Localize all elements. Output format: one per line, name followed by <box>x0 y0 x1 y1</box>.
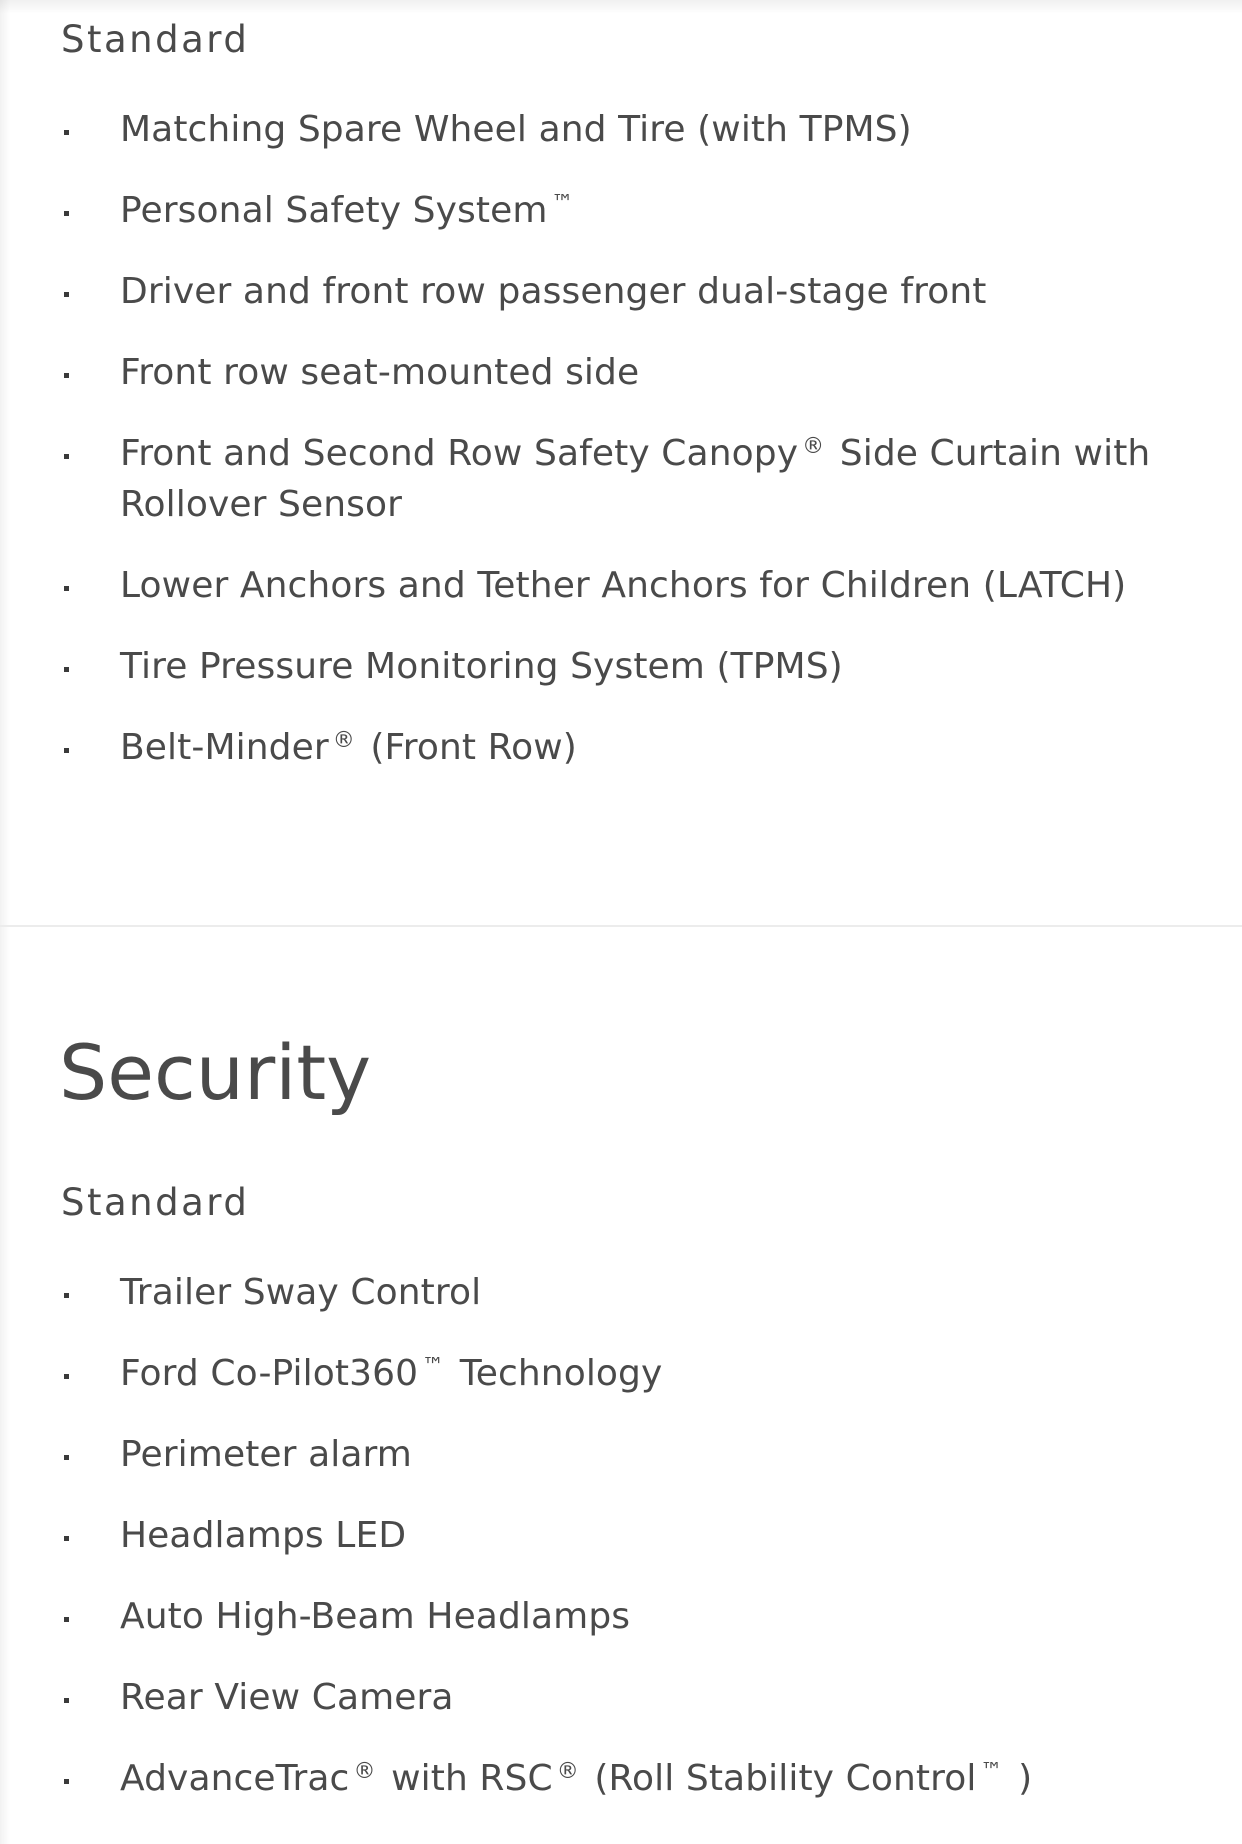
feature-text: Trailer Sway Control <box>120 1272 482 1313</box>
bullet-icon <box>64 373 69 378</box>
bullet-icon <box>64 1779 69 1784</box>
bullet-icon <box>64 454 69 459</box>
feature-text: Rear View Camera <box>120 1677 454 1718</box>
registered-mark: ® <box>353 1759 376 1784</box>
security-standard-subheading: Standard <box>61 1181 250 1224</box>
feature-text: Headlamps LED <box>120 1515 407 1556</box>
feature-text: Front row seat-mounted side <box>120 352 640 393</box>
feature-text: Personal Safety System ™ <box>120 190 574 231</box>
feature-text: AdvanceTrac ® with RSC ® (Roll Stability Control ™ ) <box>120 1758 1033 1799</box>
security-section <box>0 927 1242 1844</box>
bullet-icon <box>64 1617 69 1622</box>
registered-mark: ® <box>802 434 825 459</box>
bullet-icon <box>64 667 69 672</box>
bullet-icon <box>64 1293 69 1298</box>
feature-text: Auto High-Beam Headlamps <box>120 1596 631 1637</box>
bullet-icon <box>64 748 69 753</box>
bullet-icon <box>64 1698 69 1703</box>
trademark-mark: ™ <box>980 1759 1003 1784</box>
bullet-icon <box>64 1536 69 1541</box>
feature-text: Matching Spare Wheel and Tire (with TPMS) <box>120 109 912 150</box>
feature-text: Perimeter alarm <box>120 1434 412 1475</box>
feature-text: Lower Anchors and Tether Anchors for Children (LATCH) <box>120 565 1127 606</box>
bullet-icon <box>64 130 69 135</box>
security-title: Security <box>59 1028 372 1117</box>
feature-text: Tire Pressure Monitoring System (TPMS) <box>120 646 843 687</box>
feature-text: Driver and front row passenger dual-stage front <box>120 271 987 312</box>
bullet-icon <box>64 1374 69 1379</box>
registered-mark: ® <box>332 728 355 753</box>
safety-standard-subheading: Standard <box>61 18 250 61</box>
bullet-icon <box>64 1455 69 1460</box>
bullet-icon <box>64 586 69 591</box>
bullet-icon <box>64 211 69 216</box>
feature-text: Ford Co-Pilot360 ™ Technology <box>120 1353 663 1394</box>
feature-text: Belt-Minder ® (Front Row) <box>120 727 577 768</box>
feature-text: Front and Second Row Safety Canopy ® Side Curtain with Rollover Sensor <box>120 433 1151 525</box>
registered-mark: ® <box>556 1759 579 1784</box>
trademark-mark: ™ <box>422 1354 445 1379</box>
trademark-mark: ™ <box>551 191 574 216</box>
bullet-icon <box>64 292 69 297</box>
